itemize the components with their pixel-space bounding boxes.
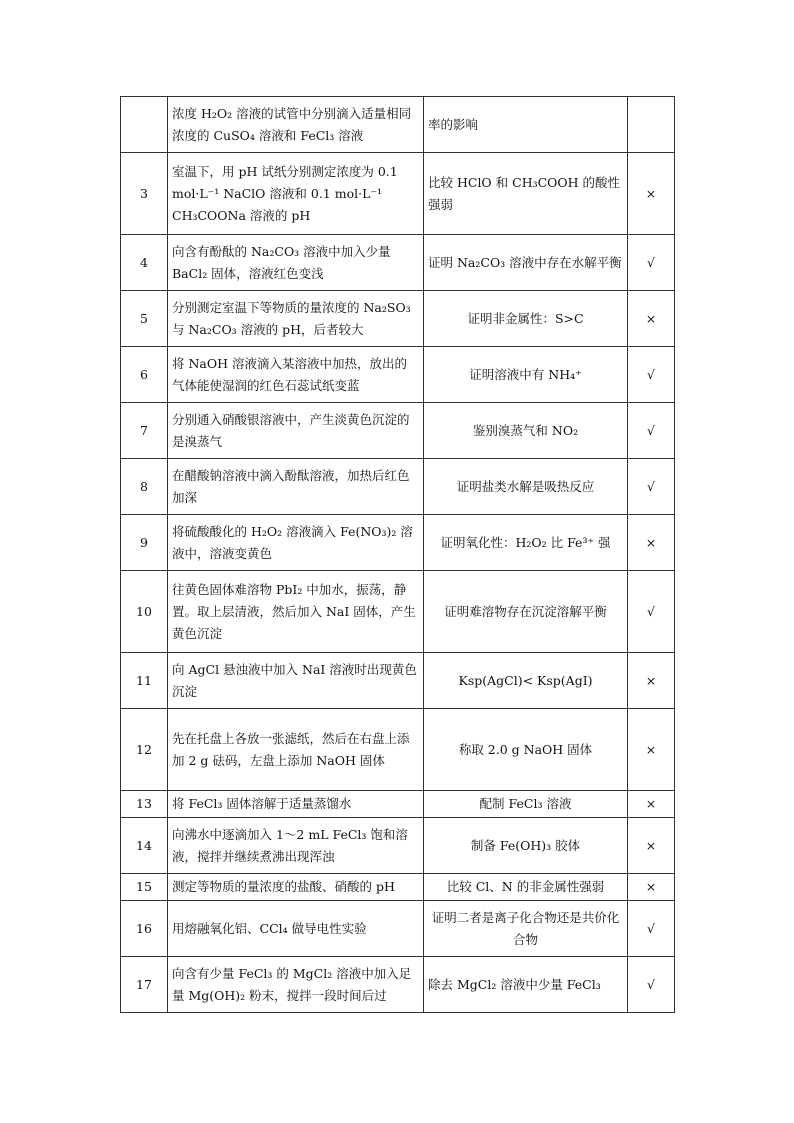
operation-cell: 向沸水中逐滴加入 1～2 mL FeCl₃ 饱和溶液，搅拌并继续煮沸出现浑浊 [168, 818, 424, 874]
table-row [121, 874, 675, 901]
row-number: 17 [121, 957, 168, 1013]
operation-cell: 浓度 H₂O₂ 溶液的试管中分别滴入适量相同浓度的 CuSO₄ 溶液和 FeCl₃ 溶液 [168, 97, 424, 153]
judgement-mark: × [628, 153, 675, 235]
experiment-table-body [121, 97, 675, 1013]
purpose-cell: 制备 Fe(OH)₃ 胶体 [424, 818, 628, 874]
judgement-mark: √ [628, 403, 675, 459]
judgement-mark: √ [628, 957, 675, 1013]
row-number [121, 97, 168, 153]
purpose-cell: 称取 2.0 g NaOH 固体 [424, 709, 628, 791]
table-row [121, 515, 675, 571]
judgement-mark: × [628, 874, 675, 901]
operation-cell: 分别测定室温下等物质的量浓度的 Na₂SO₃ 与 Na₂CO₃ 溶液的 pH，后者较大 [168, 291, 424, 347]
row-number: 7 [121, 403, 168, 459]
operation-cell: 分别通入硝酸银溶液中，产生淡黄色沉淀的是溴蒸气 [168, 403, 424, 459]
operation-cell: 将 FeCl₃ 固体溶解于适量蒸馏水 [168, 791, 424, 818]
purpose-cell: 除去 MgCl₂ 溶液中少量 FeCl₃ [424, 957, 628, 1013]
judgement-mark: √ [628, 901, 675, 957]
purpose-cell: 证明氧化性：H₂O₂ 比 Fe³⁺ 强 [424, 515, 628, 571]
table-row [121, 153, 675, 235]
row-number: 11 [121, 653, 168, 709]
operation-cell: 先在托盘上各放一张滤纸，然后在右盘上添加 2 g 砝码，左盘上添加 NaOH 固体 [168, 709, 424, 791]
operation-cell: 用熔融氧化铝、CCl₄ 做导电性实验 [168, 901, 424, 957]
table-row [121, 459, 675, 515]
row-number: 15 [121, 874, 168, 901]
judgement-mark [628, 97, 675, 153]
table-row [121, 403, 675, 459]
table-row [121, 901, 675, 957]
table-row [121, 571, 675, 653]
operation-cell: 向含有酚酞的 Na₂CO₃ 溶液中加入少量 BaCl₂ 固体，溶液红色变浅 [168, 235, 424, 291]
row-number: 3 [121, 153, 168, 235]
operation-cell: 向含有少量 FeCl₃ 的 MgCl₂ 溶液中加入足量 Mg(OH)₂ 粉末，搅拌一段时间后过 [168, 957, 424, 1013]
table-row [121, 347, 675, 403]
operation-cell: 向 AgCl 悬浊液中加入 NaI 溶液时出现黄色沉淀 [168, 653, 424, 709]
judgement-mark: × [628, 291, 675, 347]
row-number: 5 [121, 291, 168, 347]
operation-cell: 测定等物质的量浓度的盐酸、硝酸的 pH [168, 874, 424, 901]
judgement-mark: × [628, 791, 675, 818]
judgement-mark: √ [628, 459, 675, 515]
judgement-mark: × [628, 709, 675, 791]
purpose-cell: Ksp(AgCl)< Ksp(AgI) [424, 653, 628, 709]
purpose-cell: 证明二者是离子化合物还是共价化合物 [424, 901, 628, 957]
operation-cell: 室温下，用 pH 试纸分别测定浓度为 0.1 mol·L⁻¹ NaClO 溶液和 0.1 mol·L⁻¹ CH₃COONa 溶液的 pH [168, 153, 424, 235]
purpose-cell: 证明盐类水解是吸热反应 [424, 459, 628, 515]
table-row [121, 653, 675, 709]
row-number: 13 [121, 791, 168, 818]
table-row [121, 791, 675, 818]
judgement-mark: × [628, 818, 675, 874]
purpose-cell: 比较 Cl、N 的非金属性强弱 [424, 874, 628, 901]
purpose-cell: 配制 FeCl₃ 溶液 [424, 791, 628, 818]
table-row [121, 709, 675, 791]
purpose-cell: 比较 HClO 和 CH₃COOH 的酸性强弱 [424, 153, 628, 235]
row-number: 10 [121, 571, 168, 653]
judgement-mark: × [628, 515, 675, 571]
table-row [121, 97, 675, 153]
operation-cell: 往黄色固体难溶物 PbI₂ 中加水，振荡，静置。取上层清液，然后加入 NaI 固体，产生黄色沉淀 [168, 571, 424, 653]
operation-cell: 在醋酸钠溶液中滴入酚酞溶液，加热后红色加深 [168, 459, 424, 515]
table-row [121, 291, 675, 347]
row-number: 16 [121, 901, 168, 957]
purpose-cell: 证明溶液中有 NH₄⁺ [424, 347, 628, 403]
row-number: 14 [121, 818, 168, 874]
judgement-mark: √ [628, 571, 675, 653]
purpose-cell: 证明难溶物存在沉淀溶解平衡 [424, 571, 628, 653]
row-number: 8 [121, 459, 168, 515]
table-row [121, 818, 675, 874]
row-number: 6 [121, 347, 168, 403]
judgement-mark: × [628, 653, 675, 709]
experiment-table [120, 96, 675, 1013]
purpose-cell: 率的影响 [424, 97, 628, 153]
row-number: 12 [121, 709, 168, 791]
judgement-mark: √ [628, 235, 675, 291]
row-number: 4 [121, 235, 168, 291]
table-row [121, 235, 675, 291]
judgement-mark: √ [628, 347, 675, 403]
row-number: 9 [121, 515, 168, 571]
purpose-cell: 鉴别溴蒸气和 NO₂ [424, 403, 628, 459]
purpose-cell: 证明非金属性：S>C [424, 291, 628, 347]
operation-cell: 将 NaOH 溶液滴入某溶液中加热，放出的气体能使湿润的红色石蕊试纸变蓝 [168, 347, 424, 403]
table-row [121, 957, 675, 1013]
operation-cell: 将硫酸酸化的 H₂O₂ 溶液滴入 Fe(NO₃)₂ 溶液中，溶液变黄色 [168, 515, 424, 571]
purpose-cell: 证明 Na₂CO₃ 溶液中存在水解平衡 [424, 235, 628, 291]
